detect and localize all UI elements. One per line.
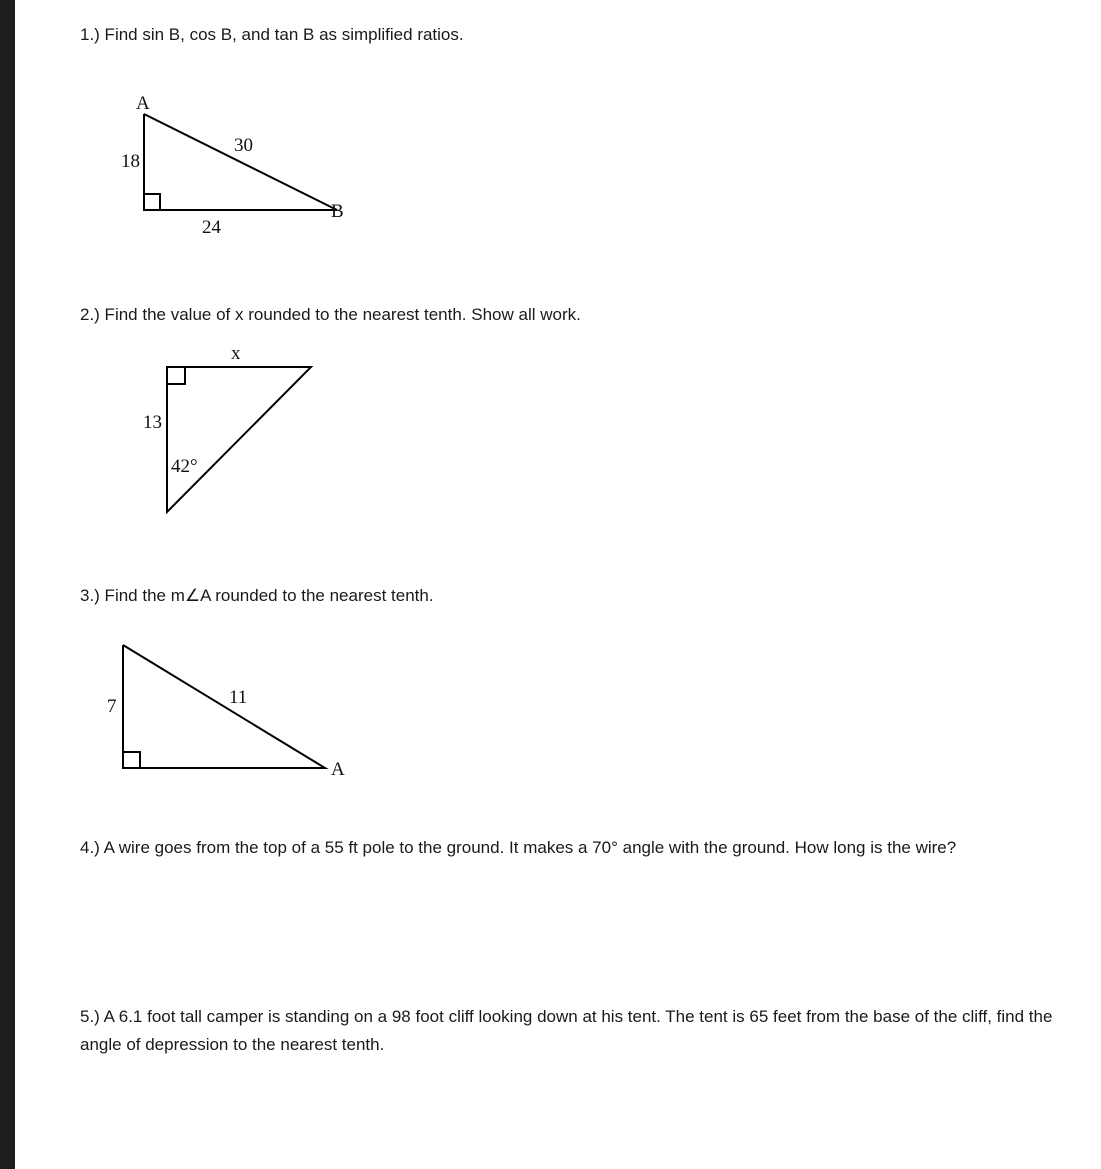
- right-angle-marker-2: [167, 367, 185, 384]
- figure-1-triangle: [110, 85, 370, 245]
- right-angle-marker-3: [123, 752, 140, 768]
- side-24-label: 24: [202, 217, 221, 238]
- side-30-label: 30: [234, 135, 253, 156]
- question-1: 1.) Find sin B, cos B, and tan B as simplified ratios.: [80, 25, 464, 44]
- vertex-b-label: B: [331, 201, 344, 222]
- side-x-label: x: [231, 343, 241, 364]
- angle-42-label: 42°: [171, 456, 198, 477]
- triangle-1-outline: [144, 114, 337, 210]
- side-7-label: 7: [107, 696, 117, 717]
- side-13-label: 13: [143, 412, 162, 433]
- triangle-3-outline: [123, 645, 325, 768]
- triangle-2-outline: [167, 367, 311, 512]
- left-edge-bar: [0, 0, 15, 1169]
- vertex-a-label: A: [136, 93, 150, 114]
- right-angle-marker-1: [144, 194, 160, 210]
- question-4: 4.) A wire goes from the top of a 55 ft pole to the ground. It makes a 70° angle with the ground. How long is the wire?: [80, 838, 957, 857]
- figure-2-triangle: [135, 338, 335, 523]
- question-2: 2.) Find the value of x rounded to the nearest tenth. Show all work.: [80, 305, 581, 324]
- vertex-a-label-3: A: [331, 759, 345, 780]
- figure-3-triangle: [95, 635, 365, 785]
- question-3: 3.) Find the m∠A rounded to the nearest tenth.: [80, 586, 434, 605]
- question-5: 5.) A 6.1 foot tall camper is standing on a 98 foot cliff looking down at his tent. The tent is 65 feet from the base of the cliff, find the angle of depression to the nearest tenth.: [80, 1007, 1053, 1054]
- side-11-label: 11: [229, 687, 248, 708]
- side-18-label: 18: [121, 151, 140, 172]
